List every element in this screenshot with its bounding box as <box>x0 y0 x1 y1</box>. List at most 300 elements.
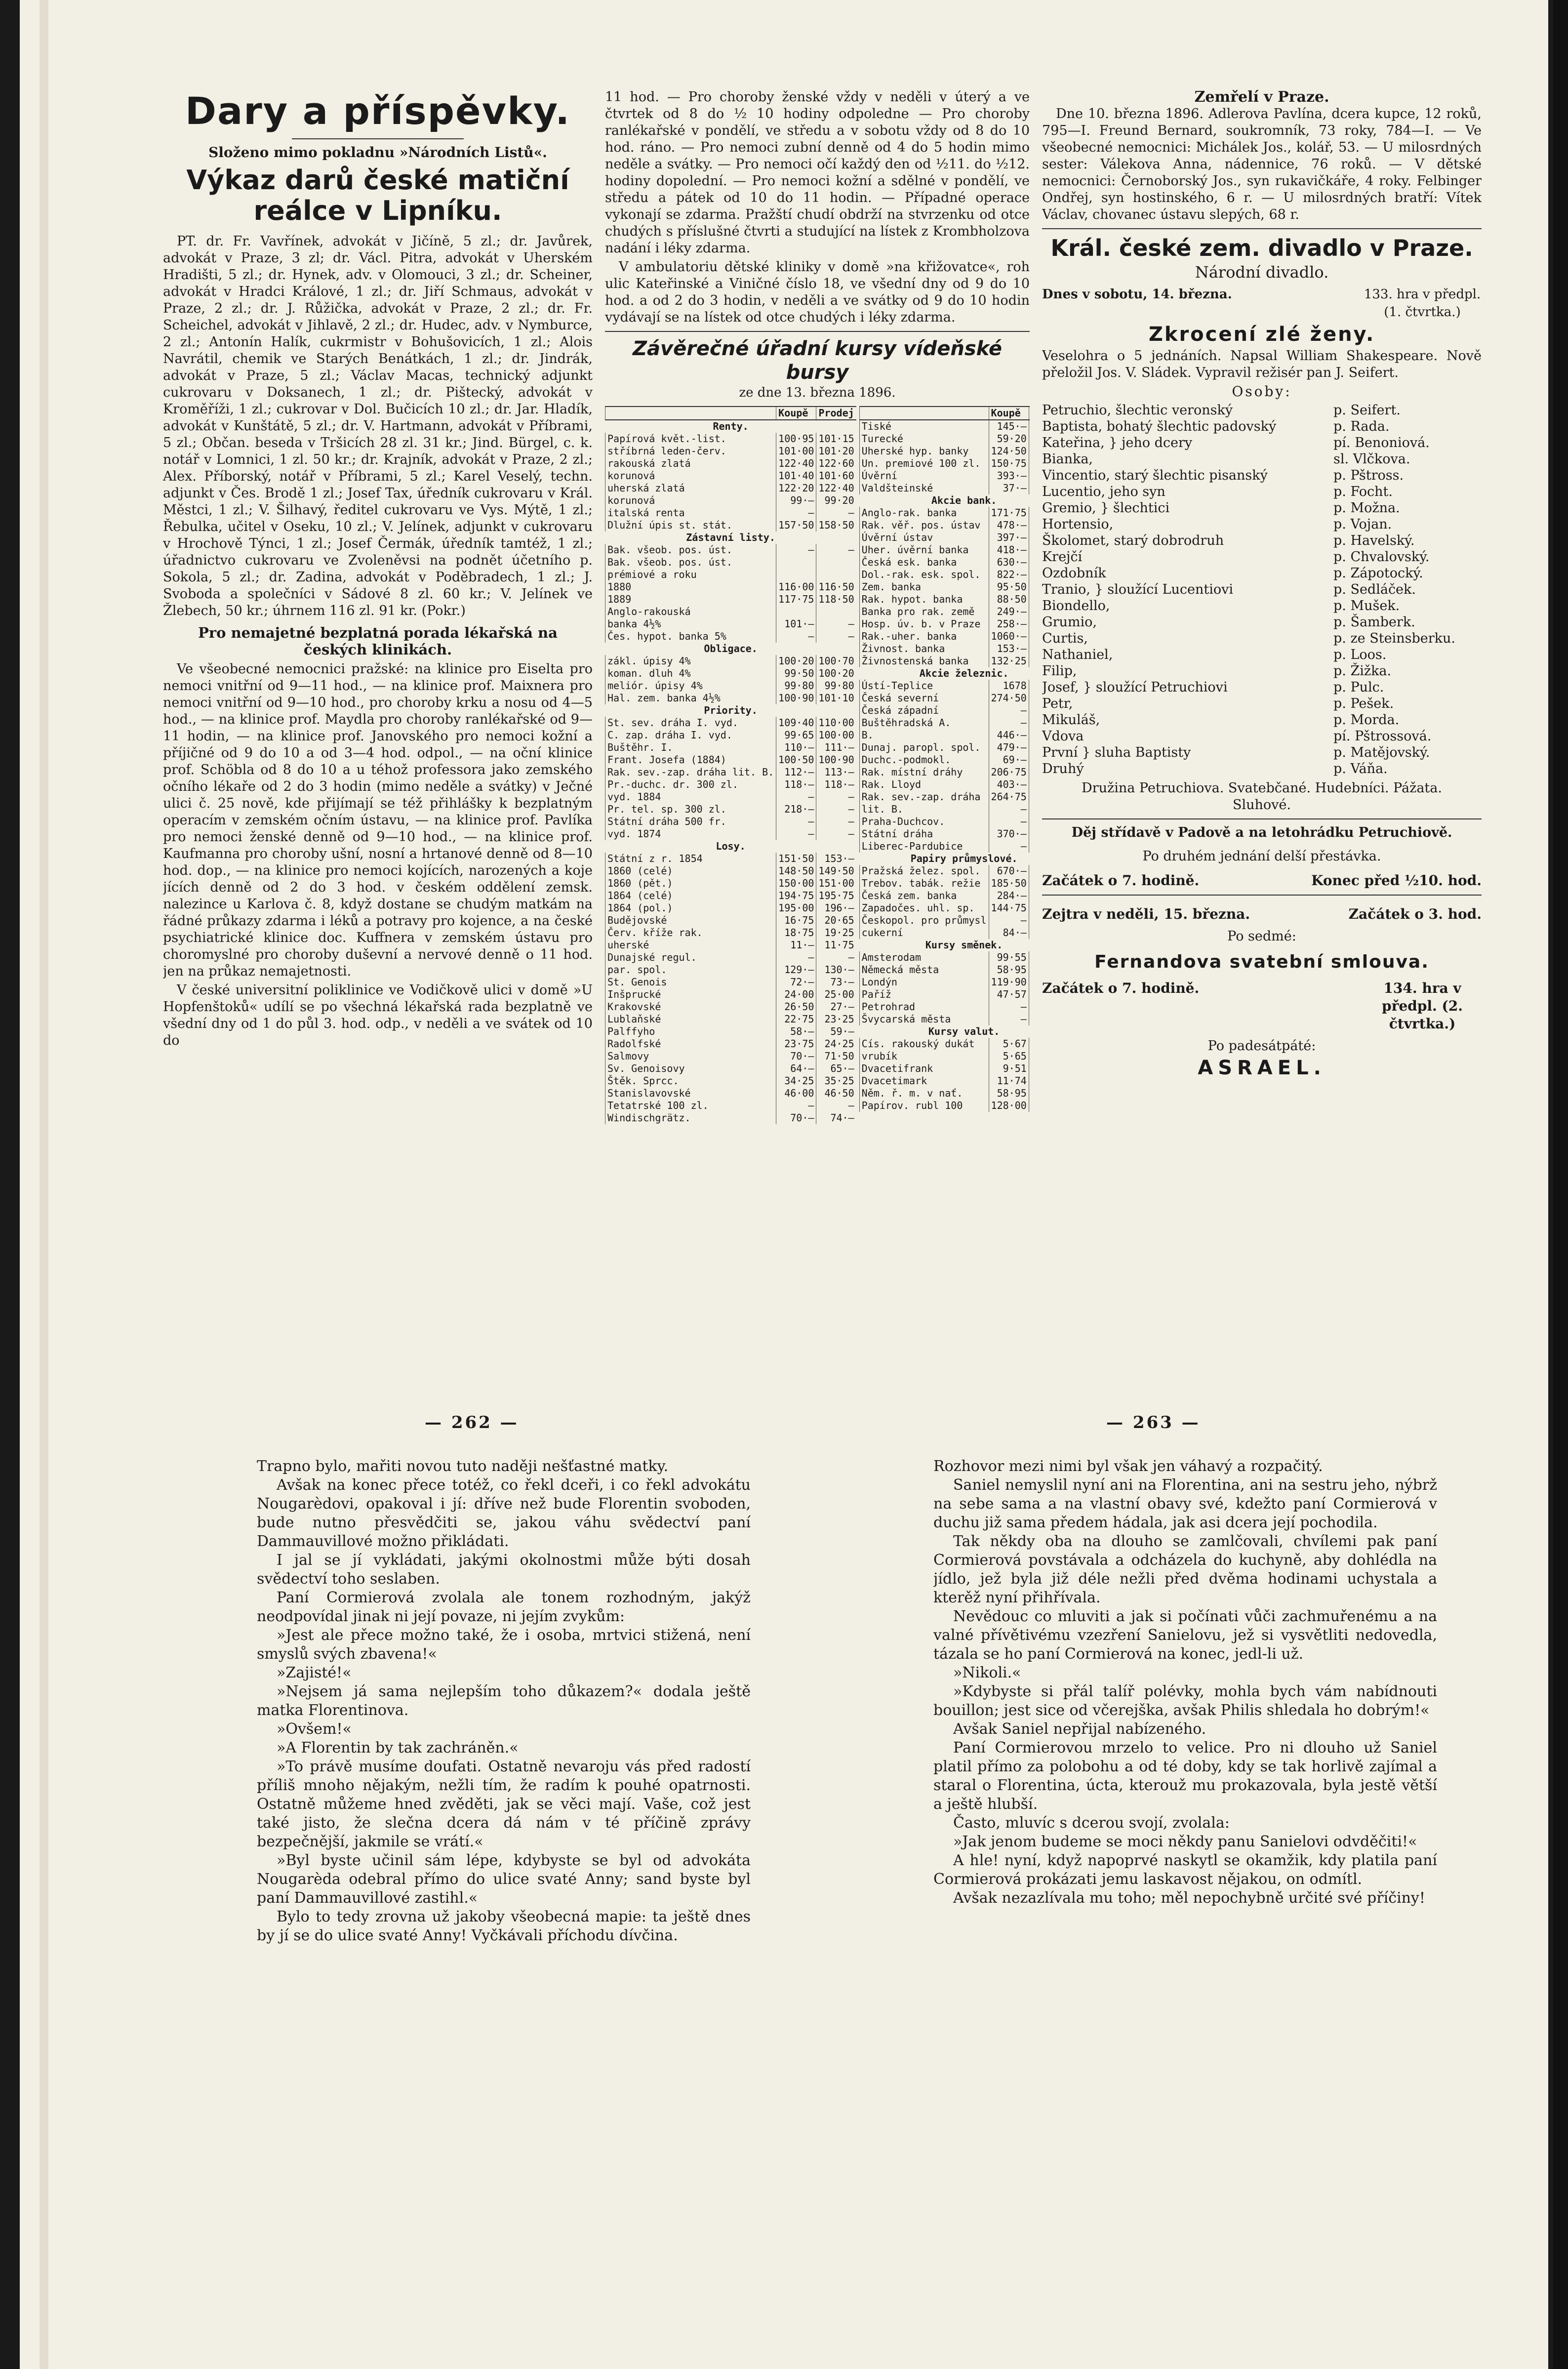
bursa-buy-price: 144·75 <box>989 902 1029 914</box>
bursa-item-name: Anglo-rakouská <box>605 606 776 618</box>
cast-actor: p. Žižka. <box>1333 663 1392 679</box>
bursa-item-name: B. <box>859 729 989 741</box>
bursa-item-name: Živnost. banka <box>859 643 989 655</box>
bursa-table-left <box>605 406 856 1124</box>
bursa-buy-price: 47·57 <box>989 988 1029 1001</box>
cast-role: Ozdobník <box>1042 566 1106 581</box>
bursa-row <box>605 1050 856 1062</box>
story-paragraph: A hle! nyní, když napoprvé naskytl se okamžik, kdy platila paní Cormierová prokázati jemu laskavost nějakou, on odmítl. <box>933 1852 1437 1888</box>
divider <box>292 138 464 139</box>
bursa-sell-price: 158·50 <box>816 519 856 531</box>
bursa-buy-price: 264·75 <box>989 791 1029 803</box>
tomorrow-date: Zejtra v neděli, 15. března. <box>1042 906 1250 922</box>
bursa-buy-price: 22·75 <box>776 1013 816 1025</box>
cast-actor: p. Pešek. <box>1333 696 1394 711</box>
seventh-performance: Po sedmé: <box>1227 929 1296 944</box>
bursa-item-name: Německá města <box>859 964 989 976</box>
bursa-item-name: Hal. zem. banka 4½% <box>605 692 776 704</box>
bursa-sell-price: — <box>816 630 856 643</box>
clinic-continuation: 11 hod. — Pro choroby ženské vždy v neděli v úterý a ve čtvrtek od 8 do ½ 10 hodiny odpoledne — Pro choroby ranlékařské v pondělí, ve středu a v sobotu vždy od 8 do 10 hod. ráno. — Pro nemoci zubní denně od 4 do 5 hodin mimo neděle a svátky. — Pro nemoci očí každý den od ½11. do ½12. hodiny dopolední. — Pro nemoci kožní a sdělné v pondělí, ve středu a pátek od 10 do 11 hodin. — Případné operace vykonají se zdarma. Pražští chudí obdrží na stvrzenku od otce chudých s příslušné čtvrti a studující na lístek z Krombholzova nadání i léky zdarma. <box>605 89 1030 256</box>
bursa-item-name: stříbrná leden-červ. <box>605 445 776 457</box>
bursa-sell-price: — <box>816 791 856 803</box>
bursa-buy-price: 101·00 <box>776 445 816 457</box>
bursa-sell-price <box>1029 457 1030 470</box>
bursa-buy-price: 370·— <box>989 828 1029 840</box>
bursa-buy-price: 99·80 <box>776 680 816 692</box>
bursa-item-name: Palffyho <box>605 1025 776 1038</box>
cast-row <box>1042 761 1482 777</box>
bursa-row <box>859 692 1030 704</box>
bursa-sell-price: 110·00 <box>816 717 856 729</box>
bursa-buy-price: 100·90 <box>776 692 816 704</box>
section-subtitle: Složeno mimo pokladnu »Národních Listů«. <box>208 144 547 161</box>
bursa-row <box>605 593 856 606</box>
cast-role: Petr, <box>1042 696 1073 711</box>
bursa-row <box>859 544 1030 556</box>
bursa-row <box>859 902 1030 914</box>
bursa-sell-price <box>1029 630 1030 643</box>
bursa-sell-price <box>1029 593 1030 606</box>
cast-row <box>1042 484 1482 500</box>
cast-row <box>1042 516 1482 532</box>
bursa-item-name: vyd. 1884 <box>605 791 776 803</box>
bursa-row <box>605 704 856 717</box>
bursa-row <box>605 433 856 445</box>
bursa-item-name: Pr. tel. sp. 300 zl. <box>605 803 776 816</box>
bursa-sell-price: 122·60 <box>816 457 856 470</box>
bursa-item-name: korunová <box>605 470 776 482</box>
bursa-row <box>859 754 1030 766</box>
bursa-row <box>859 717 1030 729</box>
bursa-row <box>859 766 1030 778</box>
bursa-buy-price: 194·75 <box>776 890 816 902</box>
bursa-row <box>859 741 1030 754</box>
cast-actor: p. Mušek. <box>1333 598 1400 613</box>
bursa-buy-price: 100·20 <box>776 655 816 667</box>
section-title: Dary a příspěvky. <box>185 89 571 133</box>
bursa-item-name: Papírová květ.-list. <box>605 433 776 445</box>
bursa-row <box>605 914 856 927</box>
bursa-row <box>605 569 856 581</box>
obituary-body: Dne 10. března 1896. Adlerova Pavlína, dcera kupce, 12 roků, 795—I. Freund Bernard, soukromník, 73 roky, 784—I. — Ve všeobecné nemocnici: Michálek Jos., kolář, 53. — U milosrdných sester: Válekova Anna, nádennice, 76 roků. — V dětské nemocnici: Černoborský Jos., syn rukavičkáře, 4 roky. Felbinger Ondřej, syn hostinského, 6 r. — U milosrdných bratří: Vítek Václav, chovanec ústavu slepých, 68 r. <box>1042 106 1482 222</box>
subscription-note: 133. hra v předpl. (1. čtvrtka.) <box>1364 287 1481 320</box>
bursa-row <box>605 951 856 964</box>
right-column <box>1042 89 1482 1324</box>
bursa-sell-price <box>1029 877 1030 890</box>
bursa-section-title: Priority. <box>704 704 758 716</box>
bursa-buy-price <box>776 606 816 618</box>
bursa-item-name: Paříž <box>859 988 989 1001</box>
bursa-row <box>859 531 1030 544</box>
cast-row <box>1042 679 1482 695</box>
bursa-row <box>605 581 856 593</box>
bursa-section-title: Akcie železnic. <box>919 667 1009 679</box>
bursa-sell-price <box>1029 717 1030 729</box>
bursa-sell-price: 149·50 <box>816 865 856 877</box>
cast-actor: p. Sedláček. <box>1333 582 1416 597</box>
play-description: Veselohra o 5 jednáních. Napsal William Shakespeare. Nově přeložil Jos. V. Sládek. Vypravil režisér pan J. Seifert. <box>1042 348 1482 380</box>
bursa-sell-price: 122·40 <box>816 482 856 494</box>
bursa-item-name: Duchc.-podmokl. <box>859 754 989 766</box>
story-paragraph: »Jak jenom budeme se moci někdy panu Sanielovi odvděčiti!« <box>953 1833 1417 1850</box>
bursa-buy-price: 46·00 <box>776 1087 816 1100</box>
bursa-sell-price: 99·80 <box>816 680 856 692</box>
bursa-item-name: Anglo-rak. banka <box>859 507 989 519</box>
bursa-sell-price <box>816 556 856 569</box>
bursa-sell-price <box>1029 766 1030 778</box>
bursa-buy-price: 206·75 <box>989 766 1029 778</box>
bursa-row <box>605 927 856 939</box>
bursa-item-name: Banka pro rak. země <box>859 606 989 618</box>
bursa-item-name: Zapadočes. uhl. sp. <box>859 902 989 914</box>
bursa-section-title: Kursy směnek. <box>925 939 1003 951</box>
bursa-row <box>859 816 1030 828</box>
cast-actor: p. Matějovský. <box>1333 745 1430 760</box>
bursa-item-name: Valdšteinské <box>859 482 989 494</box>
bursa-row <box>605 667 856 680</box>
bursa-row <box>859 704 1030 717</box>
bursa-buy-price: 171·75 <box>989 507 1029 519</box>
bursa-section-title: Losy. <box>716 840 746 852</box>
left-column <box>163 89 593 1324</box>
bursa-sell-price: 101·10 <box>816 692 856 704</box>
bursa-buy-price: — <box>989 803 1029 816</box>
bursa-buy-price: 630·— <box>989 556 1029 569</box>
bursa-row <box>859 1025 1030 1038</box>
bursa-sell-price: — <box>816 816 856 828</box>
bursa-sell-price: 118·— <box>816 778 856 791</box>
bursa-row <box>859 840 1030 853</box>
bursa-item-name: Liberec-Pardubice <box>859 840 989 853</box>
bursa-row <box>605 618 856 630</box>
retinue: Družina Petruchiova. Svatebčané. Hudebníci. Pážata. Sluhové. <box>1082 780 1442 813</box>
bursa-buy-price: 16·75 <box>776 914 816 927</box>
cast-actor: p. Seifert. <box>1333 403 1401 418</box>
cast-role: Krejčí <box>1042 549 1083 565</box>
bursa-row <box>859 877 1030 890</box>
bursa-item-name: St. sev. dráha I. vyd. <box>605 717 776 729</box>
bursa-sell-price <box>1029 655 1030 667</box>
bursa-buy-price: 119·90 <box>989 976 1029 988</box>
bursa-row <box>605 544 856 556</box>
bursa-sell-price <box>1029 1062 1030 1075</box>
bursa-header-buy: Koupě <box>776 407 816 420</box>
bursa-sell-price <box>1029 988 1030 1001</box>
story-paragraph: »Byl byste učinil sám lépe, kdybyste se byl od advokáta Nougarèda odebral přímo do ulice svaté Anny; sand byste byl paní Dammauvillové zastihl.« <box>257 1852 751 1907</box>
bursa-row <box>605 630 856 643</box>
bursa-row <box>859 791 1030 803</box>
bursa-sell-price <box>1029 902 1030 914</box>
bursa-row <box>605 729 856 741</box>
bursa-sell-price: 101·60 <box>816 470 856 482</box>
bursa-buy-price: 670·— <box>989 865 1029 877</box>
intermission-note: Po druhém jednání delší přestávka. <box>1142 849 1381 864</box>
bursa-sell-price <box>1029 569 1030 581</box>
clinic-continuation-2: V ambulatoriu dětské kliniky v domě »na křižovatce«, roh ulic Kateřinské a Viničné číslo 18, ve všední dny od 9 do 10 hod. a od 2 do 3 hodin, v neděli a ve svátky od 9 do 10 hodin vydávají se na lístek od otce chudých i léky zdarma. <box>605 259 1030 325</box>
bursa-sell-price: 74·— <box>816 1112 856 1124</box>
bursa-row <box>859 470 1030 482</box>
cast-row <box>1042 451 1482 467</box>
bursa-buy-price: 145·— <box>989 420 1029 433</box>
bursa-header-buy: Koupě <box>989 407 1029 420</box>
bursa-sell-price <box>1029 729 1030 741</box>
cast-role: Baptista, bohatý šlechtic padovský <box>1042 419 1277 434</box>
cast-actor: sl. Vlčkova. <box>1333 451 1410 467</box>
bursa-buy-price: 88·50 <box>989 593 1029 606</box>
bursa-row <box>605 482 856 494</box>
bursa-sell-price: 11·75 <box>816 939 856 951</box>
bursa-item-name: Tetatrské 100 zl. <box>605 1100 776 1112</box>
bursa-row <box>605 828 856 840</box>
bursa-item-name: Štěk. Sprcc. <box>605 1075 776 1087</box>
bursa-sell-price <box>1029 680 1030 692</box>
bursa-sell-price: 24·25 <box>816 1038 856 1050</box>
bursa-item-name: korunová <box>605 494 776 507</box>
bursa-sell-price <box>1029 692 1030 704</box>
bursa-sell-price: 100·70 <box>816 655 856 667</box>
bursa-buy-price: 69·— <box>989 754 1029 766</box>
bursa-buy-price: 26·50 <box>776 1001 816 1013</box>
bursa-row <box>605 457 856 470</box>
cast-actor: p. Rada. <box>1333 419 1390 434</box>
bursa-date: ze dne 13. března 1896. <box>739 385 896 400</box>
bursa-item-name: Dunaj. paropl. spol. <box>859 741 989 754</box>
bursa-sell-price: 130·— <box>816 964 856 976</box>
bursa-item-name: Ústí-Teplice <box>859 680 989 692</box>
story-left-page <box>257 1457 751 2322</box>
bursa-buy-price: 34·25 <box>776 1075 816 1087</box>
story-paragraph: »Kdybyste si přál talíř polévky, mohla bych vám nabídnouti bouillon; jest sice od včerejška, avšak Philis shledala ho dobrým!« <box>933 1683 1437 1719</box>
bursa-item-name: italská renta <box>605 507 776 519</box>
bursa-buy-price: 117·75 <box>776 593 816 606</box>
bursa-item-name: Dlužní úpis st. stát. <box>605 519 776 531</box>
bursa-sell-price <box>1029 964 1030 976</box>
cast-row <box>1042 549 1482 565</box>
cast-list <box>1042 402 1482 777</box>
bursa-buy-price: — <box>776 791 816 803</box>
bursa-item-name: Frant. Josefa (1884) <box>605 754 776 766</box>
story-paragraph: »A Florentin by tak zachráněn.« <box>277 1739 519 1756</box>
cast-actor: p. Pulc. <box>1333 680 1384 695</box>
bursa-row <box>605 890 856 902</box>
bursa-row <box>859 1013 1030 1025</box>
cast-actor: p. Focht. <box>1333 484 1393 499</box>
bursa-item-name: 1860 (celé) <box>605 865 776 877</box>
bursa-buy-price: — <box>989 1013 1029 1025</box>
cast-role: Grumio, <box>1042 614 1097 630</box>
cast-role: Bianka, <box>1042 451 1093 467</box>
bursa-item-name: Un. premiové 100 zl. <box>859 457 989 470</box>
bursa-sell-price: 111·— <box>816 741 856 754</box>
bursa-sell-price: 151·00 <box>816 877 856 890</box>
bursa-row <box>859 914 1030 927</box>
bursa-sell-price <box>1029 704 1030 717</box>
bursa-item-name: Něm. ř. m. v nať. <box>859 1087 989 1100</box>
bursa-sell-price: — <box>816 618 856 630</box>
bursa-sell-price: 46·50 <box>816 1087 856 1100</box>
story-paragraph: »Nikoli.« <box>953 1664 1021 1681</box>
times-row <box>1042 872 1482 890</box>
bursa-sell-price <box>1029 643 1030 655</box>
bursa-buy-price: 70·— <box>776 1050 816 1062</box>
story-paragraph: I jal se jí vykládati, jakými okolnostmi může býti dosah svědectví toho seslaben. <box>257 1552 751 1588</box>
bursa-sell-price <box>1029 828 1030 840</box>
bursa-item-name: Česká esk. banka <box>859 556 989 569</box>
bursa-item-name: rakouská zlatá <box>605 457 776 470</box>
bursa-sell-price: 20·65 <box>816 914 856 927</box>
bursa-row <box>605 778 856 791</box>
bursa-row <box>859 976 1030 988</box>
bursa-row <box>859 420 1030 433</box>
cast-row <box>1042 435 1482 451</box>
story-paragraph: »Jest ale přece možno také, že i osoba, mrtvici stižená, není smyslů svých zbavena!« <box>257 1627 751 1663</box>
cast-role: Petruchio, šlechtic veronský <box>1042 403 1233 418</box>
bursa-tables <box>605 406 1030 1124</box>
evening-start: Začátek o 7. hodině. <box>1042 980 1200 996</box>
story-paragraph: Avšak na konec přece totéž, co řekl dceři, i co řekl advokátu Nougarèdovi, opakoval i jí: dříve než bude Florentin svoboden, bude nutno přesvědčiti se, jakou váhu svědectví paní Dammauvillové možno přikládati. <box>257 1476 751 1550</box>
bursa-row <box>605 840 856 853</box>
bursa-item-name: lit. B. <box>859 803 989 816</box>
setting-note: Děj střídavě v Padově a na letohrádku Petruchiově. <box>1071 825 1452 840</box>
bursa-row <box>859 680 1030 692</box>
bursa-buy-price: 150·75 <box>989 457 1029 470</box>
cast-row <box>1042 744 1482 761</box>
bursa-item-name: Rak. Lloyd <box>859 778 989 791</box>
bursa-section-title: Obligace. <box>704 643 758 654</box>
bursa-buy-price: — <box>776 828 816 840</box>
cast-role: Školomet, starý dobrodruh <box>1042 533 1224 548</box>
bursa-buy-price: 129·— <box>776 964 816 976</box>
article-heading: Výkaz darů české matiční reálce v Lipníku. <box>186 164 569 226</box>
bursa-item-name: vrubík <box>859 1050 989 1062</box>
bursa-buy-price: 110·— <box>776 741 816 754</box>
cast-row <box>1042 581 1482 598</box>
bursa-item-name: Amsterodam <box>859 951 989 964</box>
bursa-item-name: Rak. sev.-zap. dráha lit. B. <box>605 766 776 778</box>
bursa-row <box>859 630 1030 643</box>
bursa-item-name: Stanislavovské <box>605 1087 776 1100</box>
bursa-buy-price: 122·20 <box>776 482 816 494</box>
bursa-sell-price <box>1029 1050 1030 1062</box>
bursa-sell-price <box>816 606 856 618</box>
story-paragraph: Trapno bylo, mařiti novou tuto naději nešťastné matky. <box>257 1458 669 1475</box>
cast-row <box>1042 647 1482 663</box>
bursa-row <box>605 1038 856 1050</box>
bursa-buy-price: 116·00 <box>776 581 816 593</box>
bursa-sell-price: 19·25 <box>816 927 856 939</box>
bursa-row <box>605 1075 856 1087</box>
bursa-item-name: Úvěrní ústav <box>859 531 989 544</box>
bursa-buy-price: 58·95 <box>989 1087 1029 1100</box>
cast-row <box>1042 663 1482 679</box>
play-title-2: Fernandova svatební smlouva. <box>1094 952 1429 972</box>
bursa-sell-price <box>1029 1013 1030 1025</box>
bursa-item-name: Dvacetimark <box>859 1075 989 1087</box>
divider <box>605 331 1030 332</box>
bursa-item-name: Salmovy <box>605 1050 776 1062</box>
bursa-item-name: Pražská želez. spol. <box>859 865 989 877</box>
bursa-row <box>859 1087 1030 1100</box>
bursa-item-name: Radolfské <box>605 1038 776 1050</box>
bursa-row <box>605 1112 856 1124</box>
bursa-buy-price: — <box>989 914 1029 927</box>
bursa-buy-price: 11·74 <box>989 1075 1029 1087</box>
bursa-row <box>859 1062 1030 1075</box>
cast-actor: p. ze Steinsberku. <box>1333 631 1455 646</box>
bursa-item-name: par. spol. <box>605 964 776 976</box>
story-paragraph: »Zajisté!« <box>277 1664 352 1681</box>
start-time: Začátek o 7. hodině. <box>1042 872 1200 889</box>
tomorrow-start: Začátek o 3. hod. <box>1348 906 1482 922</box>
bursa-item-name: Státní dráha <box>859 828 989 840</box>
cast-row <box>1042 402 1482 418</box>
bursa-row <box>859 457 1030 470</box>
bursa-sell-price: 71·50 <box>816 1050 856 1062</box>
bursa-item-name: Rak. místní dráhy <box>859 766 989 778</box>
bursa-row <box>605 902 856 914</box>
bursa-row <box>605 717 856 729</box>
story-paragraph: Avšak Saniel nepřijal nabízeného. <box>953 1720 1206 1738</box>
bursa-buy-price: — <box>776 951 816 964</box>
bursa-row <box>859 1038 1030 1050</box>
bursa-sell-price <box>1029 618 1030 630</box>
bursa-row <box>859 519 1030 531</box>
bursa-buy-price: 822·— <box>989 569 1029 581</box>
bursa-row <box>605 680 856 692</box>
divider <box>1042 228 1482 229</box>
bursa-item-name: Windischgrätz. <box>605 1112 776 1124</box>
bursa-sell-price: — <box>816 828 856 840</box>
bursa-item-name: Dvacetifrank <box>859 1062 989 1075</box>
bursa-row <box>605 470 856 482</box>
bursa-item-name: Švycarská města <box>859 1013 989 1025</box>
cast-role: Curtis, <box>1042 631 1088 646</box>
bursa-buy-price: 274·50 <box>989 692 1029 704</box>
bursa-row <box>605 1001 856 1013</box>
story-paragraph: »Ovšem!« <box>277 1720 352 1738</box>
divider <box>1042 818 1482 819</box>
bursa-sell-price <box>1029 865 1030 877</box>
bursa-row <box>605 741 856 754</box>
bursa-buy-price: 418·— <box>989 544 1029 556</box>
bursa-sell-price <box>1029 606 1030 618</box>
bursa-sell-price <box>1029 433 1030 445</box>
bursa-buy-price: 101·40 <box>776 470 816 482</box>
bursa-item-name: Českopol. pro průmysl <box>859 914 989 927</box>
cast-role: Mikuláš, <box>1042 712 1100 728</box>
bursa-row <box>605 1062 856 1075</box>
bursa-buy-price: 24·00 <box>776 988 816 1001</box>
performance-date: Dnes v sobotu, 14. března. <box>1042 287 1232 302</box>
bursa-row <box>859 865 1030 877</box>
bursa-sell-price: 153·— <box>816 853 856 865</box>
bursa-section-title: Renty. <box>713 420 749 432</box>
cast-actor: p. Morda. <box>1333 712 1400 728</box>
bursa-buy-price: 128·00 <box>989 1100 1029 1112</box>
bursa-sell-price: — <box>816 951 856 964</box>
bursa-row <box>859 1050 1030 1062</box>
bursa-section-title: Kursy valut. <box>928 1025 1000 1037</box>
bursa-buy-price: 122·40 <box>776 457 816 470</box>
bursa-buy-price: — <box>989 717 1029 729</box>
bursa-buy-price: 72·— <box>776 976 816 988</box>
bursa-sell-price <box>1029 754 1030 766</box>
performance-info <box>1042 286 1482 321</box>
porada-heading: Pro nemajetné bezplatná porada lékařská na českých klinikách. <box>198 624 558 658</box>
bursa-row <box>605 655 856 667</box>
bursa-item-name: Tiské <box>859 420 989 433</box>
bursa-buy-price: 99·50 <box>776 667 816 680</box>
